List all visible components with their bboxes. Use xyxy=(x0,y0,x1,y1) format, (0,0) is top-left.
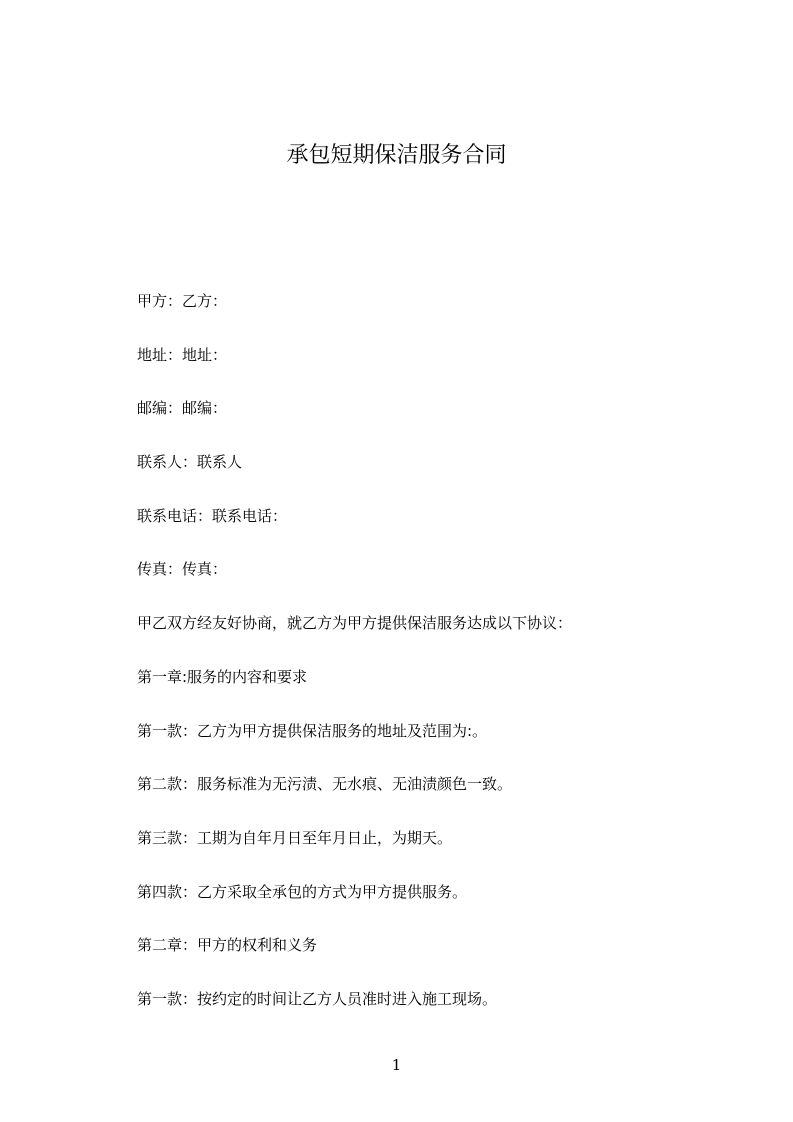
fax-line: 传真：传真： xyxy=(137,560,228,579)
document-body xyxy=(137,287,697,1039)
chapter-1-clause-3: 第三款：工期为自年月日至年月日止，为期天。 xyxy=(137,828,453,847)
contact-person-line: 联系人：联系人 xyxy=(137,453,243,472)
document-title: 承包短期保洁服务合同 xyxy=(286,143,507,168)
party-a-b-line: 甲方：乙方： xyxy=(137,292,228,310)
address-line: 地址：地址： xyxy=(137,345,228,364)
preamble-paragraph: 甲乙双方经友好协商，就乙方为甲方提供保洁服务达成以下协议： xyxy=(137,614,573,633)
page-number: 1 xyxy=(391,1056,402,1074)
postcode-line: 邮编：邮编： xyxy=(137,399,228,418)
chapter-1-clause-2: 第二款：服务标准为无污渍、无水痕、无油渍颜色一致。 xyxy=(137,775,513,794)
chapter-1-clause-1: 第一款：乙方为甲方提供保洁服务的地址及范围为:。 xyxy=(137,721,488,740)
chapter-1-clause-4: 第四款：乙方采取全承包的方式为甲方提供服务。 xyxy=(137,882,468,901)
chapter-2-clause-1: 第一款：按约定的时间让乙方人员准时进入施工现场。 xyxy=(137,989,498,1008)
contact-phone-line: 联系电话：联系电话： xyxy=(137,506,288,525)
chapter-1-heading: 第一章:服务的内容和要求 xyxy=(137,667,308,686)
chapter-2-heading: 第二章：甲方的权利和义务 xyxy=(137,936,318,955)
